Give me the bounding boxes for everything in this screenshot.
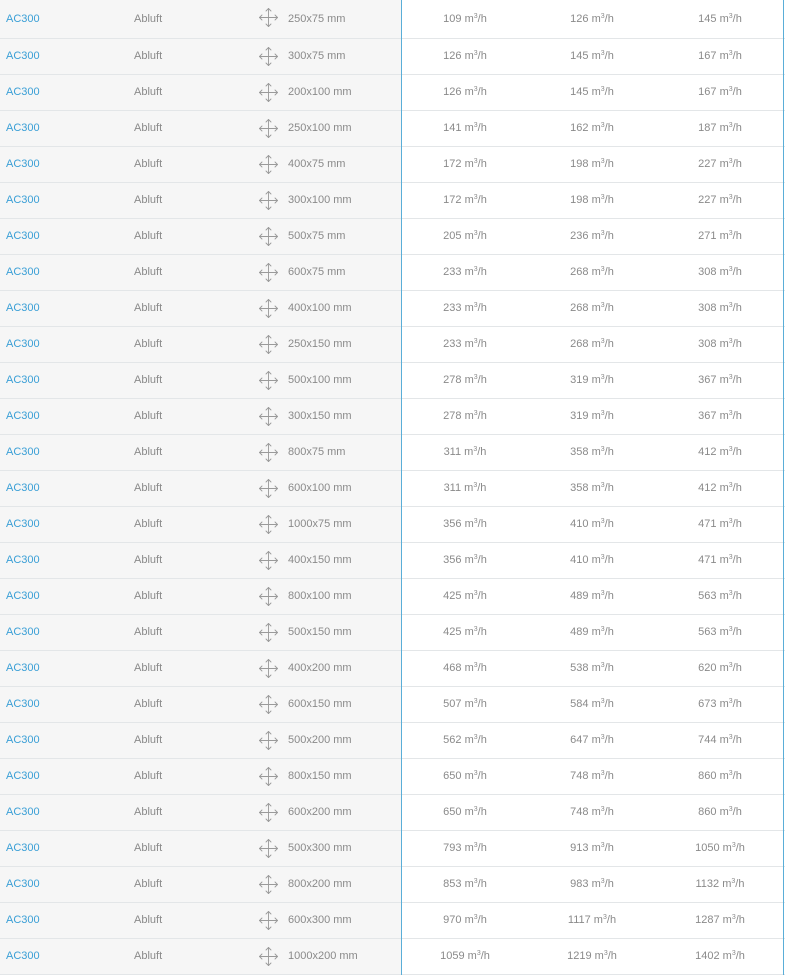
dimension-label: 600x300 mm <box>288 914 352 926</box>
type-label: Abluft <box>134 338 163 350</box>
flow-value-3: 367 $m^3/h$ <box>698 374 742 386</box>
flow-value-2: 358 $m^3/h$ <box>570 482 614 494</box>
dimension-label: 300x150 mm <box>288 410 352 422</box>
arrows-cross-icon <box>258 118 279 139</box>
table-row <box>0 75 785 111</box>
table-row <box>0 0 785 39</box>
flow-value-1: 793 $m^3/h$ <box>443 842 487 854</box>
flow-value-3: 1132 $m^3/h$ <box>695 878 745 890</box>
flow-value-3: 563 $m^3/h$ <box>698 590 742 602</box>
flow-value-3: 412 $m^3/h$ <box>698 482 742 494</box>
table-row <box>0 435 785 471</box>
table-row <box>0 615 785 651</box>
model-link[interactable]: AC300 <box>6 950 40 962</box>
dimension-label: 500x200 mm <box>288 734 352 746</box>
flow-value-2: 268 $m^3/h$ <box>570 266 614 278</box>
model-link[interactable]: AC300 <box>6 50 40 62</box>
arrows-cross-icon <box>258 406 279 427</box>
flow-value-3: 412 $m^3/h$ <box>698 446 742 458</box>
dimension-label: 250x150 mm <box>288 338 352 350</box>
model-link[interactable]: AC300 <box>6 914 40 926</box>
dimension-label: 1000x75 mm <box>288 518 352 530</box>
arrows-cross-icon <box>258 334 279 355</box>
dimension-label: 600x100 mm <box>288 482 352 494</box>
flow-value-3: 563 $m^3/h$ <box>698 626 742 638</box>
dimension-label: 500x75 mm <box>288 230 346 242</box>
type-label: Abluft <box>134 374 163 386</box>
type-label: Abluft <box>134 806 163 818</box>
type-label: Abluft <box>134 842 163 854</box>
flow-value-1: 562 $m^3/h$ <box>443 734 487 746</box>
table-row <box>0 795 785 831</box>
flow-value-2: 913 $m^3/h$ <box>570 842 614 854</box>
arrows-cross-icon <box>258 514 279 535</box>
dimension-label: 600x200 mm <box>288 806 352 818</box>
type-label: Abluft <box>134 482 163 494</box>
flow-value-3: 227 $m^3/h$ <box>698 158 742 170</box>
flow-value-2: 358 $m^3/h$ <box>570 446 614 458</box>
arrows-cross-icon <box>258 442 279 463</box>
flow-value-2: 1117 $m^3/h$ <box>567 914 617 926</box>
arrows-cross-icon <box>258 190 279 211</box>
table-row <box>0 687 785 723</box>
flow-value-3: 308 $m^3/h$ <box>698 338 742 350</box>
arrows-cross-icon <box>258 82 279 103</box>
dimension-label: 300x75 mm <box>288 50 346 62</box>
model-link[interactable]: AC300 <box>6 338 40 350</box>
type-label: Abluft <box>134 86 163 98</box>
flow-value-3: 271 $m^3/h$ <box>698 230 742 242</box>
flow-value-2: 748 $m^3/h$ <box>570 806 614 818</box>
table-row <box>0 543 785 579</box>
table-row <box>0 147 785 183</box>
model-link[interactable]: AC300 <box>6 13 40 25</box>
flow-value-1: 650 $m^3/h$ <box>443 770 487 782</box>
flow-value-3: 167 $m^3/h$ <box>698 50 742 62</box>
model-link[interactable]: AC300 <box>6 374 40 386</box>
flow-value-2: 236 $m^3/h$ <box>570 230 614 242</box>
model-link[interactable]: AC300 <box>6 482 40 494</box>
flow-value-3: 471 $m^3/h$ <box>698 554 742 566</box>
type-label: Abluft <box>134 50 163 62</box>
type-label: Abluft <box>134 554 163 566</box>
table-row <box>0 183 785 219</box>
flow-value-3: 744 $m^3/h$ <box>698 734 742 746</box>
flow-value-2: 489 $m^3/h$ <box>570 590 614 602</box>
dimension-label: 800x75 mm <box>288 446 346 458</box>
flow-value-2: 319 $m^3/h$ <box>570 374 614 386</box>
table-row <box>0 507 785 543</box>
flow-value-3: 367 $m^3/h$ <box>698 410 742 422</box>
flow-value-2: 489 $m^3/h$ <box>570 626 614 638</box>
flow-value-1: 356 $m^3/h$ <box>443 554 487 566</box>
flow-value-1: 311 $m^3/h$ <box>443 482 487 494</box>
flow-value-1: 1059 $m^3/h$ <box>440 950 490 962</box>
dimension-label: 1000x200 mm <box>288 950 358 962</box>
table-row <box>0 723 785 759</box>
model-link[interactable]: AC300 <box>6 410 40 422</box>
flow-value-1: 141 $m^3/h$ <box>443 122 487 134</box>
arrows-cross-icon <box>258 262 279 283</box>
flow-value-2: 410 $m^3/h$ <box>570 554 614 566</box>
flow-value-2: 1219 $m^3/h$ <box>567 950 617 962</box>
type-label: Abluft <box>134 194 163 206</box>
flow-value-1: 311 $m^3/h$ <box>443 446 487 458</box>
flow-value-3: 860 $m^3/h$ <box>698 770 742 782</box>
dimension-label: 400x150 mm <box>288 554 352 566</box>
flow-value-3: 145 $m^3/h$ <box>698 13 742 25</box>
model-link[interactable]: AC300 <box>6 86 40 98</box>
flow-value-3: 308 $m^3/h$ <box>698 302 742 314</box>
dimension-label: 400x100 mm <box>288 302 352 314</box>
type-label: Abluft <box>134 878 163 890</box>
type-label: Abluft <box>134 914 163 926</box>
flow-value-1: 507 $m^3/h$ <box>443 698 487 710</box>
model-link[interactable]: AC300 <box>6 230 40 242</box>
flow-value-1: 109 $m^3/h$ <box>443 13 487 25</box>
model-link[interactable]: AC300 <box>6 878 40 890</box>
type-label: Abluft <box>134 410 163 422</box>
table-row <box>0 579 785 615</box>
arrows-cross-icon <box>258 154 279 175</box>
table-row <box>0 399 785 435</box>
flow-value-2: 198 $m^3/h$ <box>570 194 614 206</box>
model-link[interactable]: AC300 <box>6 518 40 530</box>
flow-value-2: 319 $m^3/h$ <box>570 410 614 422</box>
model-link[interactable]: AC300 <box>6 446 40 458</box>
table-row <box>0 327 785 363</box>
table-row <box>0 291 785 327</box>
flow-value-3: 167 $m^3/h$ <box>698 86 742 98</box>
flow-value-2: 647 $m^3/h$ <box>570 734 614 746</box>
arrows-cross-icon <box>258 874 279 895</box>
flow-value-1: 853 $m^3/h$ <box>443 878 487 890</box>
dimension-label: 800x100 mm <box>288 590 352 602</box>
arrows-cross-icon <box>258 7 279 28</box>
arrows-cross-icon <box>258 694 279 715</box>
arrows-cross-icon <box>258 622 279 643</box>
model-link[interactable]: AC300 <box>6 842 40 854</box>
flow-value-2: 268 $m^3/h$ <box>570 302 614 314</box>
table-row <box>0 39 785 75</box>
type-label: Abluft <box>134 158 163 170</box>
table-row <box>0 111 785 147</box>
flow-value-3: 1287 $m^3/h$ <box>695 914 745 926</box>
type-label: Abluft <box>134 590 163 602</box>
model-link[interactable]: AC300 <box>6 662 40 674</box>
model-link[interactable]: AC300 <box>6 554 40 566</box>
model-link[interactable]: AC300 <box>6 158 40 170</box>
flow-value-3: 673 $m^3/h$ <box>698 698 742 710</box>
flow-value-3: 471 $m^3/h$ <box>698 518 742 530</box>
flow-value-2: 126 $m^3/h$ <box>570 13 614 25</box>
flow-value-2: 268 $m^3/h$ <box>570 338 614 350</box>
dimension-label: 600x75 mm <box>288 266 346 278</box>
arrows-cross-icon <box>258 802 279 823</box>
dimension-label: 600x150 mm <box>288 698 352 710</box>
dimension-label: 800x150 mm <box>288 770 352 782</box>
flow-value-3: 227 $m^3/h$ <box>698 194 742 206</box>
table-row <box>0 759 785 795</box>
type-label: Abluft <box>134 266 163 278</box>
flow-value-2: 145 $m^3/h$ <box>570 86 614 98</box>
flow-value-1: 970 $m^3/h$ <box>443 914 487 926</box>
flow-value-1: 126 $m^3/h$ <box>443 86 487 98</box>
flow-value-1: 205 $m^3/h$ <box>443 230 487 242</box>
model-link[interactable]: AC300 <box>6 194 40 206</box>
column-divider <box>401 0 402 975</box>
flow-value-1: 425 $m^3/h$ <box>443 590 487 602</box>
model-link[interactable]: AC300 <box>6 806 40 818</box>
type-label: Abluft <box>134 446 163 458</box>
flow-value-1: 356 $m^3/h$ <box>443 518 487 530</box>
type-label: Abluft <box>134 950 163 962</box>
type-label: Abluft <box>134 13 163 25</box>
model-link[interactable]: AC300 <box>6 770 40 782</box>
type-label: Abluft <box>134 302 163 314</box>
type-label: Abluft <box>134 122 163 134</box>
dimension-label: 250x75 mm <box>288 13 346 25</box>
model-link[interactable]: AC300 <box>6 626 40 638</box>
table-row <box>0 831 785 867</box>
type-label: Abluft <box>134 518 163 530</box>
arrows-cross-icon <box>258 478 279 499</box>
model-link[interactable]: AC300 <box>6 734 40 746</box>
arrows-cross-icon <box>258 838 279 859</box>
arrows-cross-icon <box>258 586 279 607</box>
flow-value-1: 278 $m^3/h$ <box>443 410 487 422</box>
dimension-label: 800x200 mm <box>288 878 352 890</box>
model-link[interactable]: AC300 <box>6 590 40 602</box>
flow-value-1: 468 $m^3/h$ <box>443 662 487 674</box>
flow-value-1: 172 $m^3/h$ <box>443 194 487 206</box>
table-row <box>0 255 785 291</box>
flow-value-2: 983 $m^3/h$ <box>570 878 614 890</box>
table-row <box>0 867 785 903</box>
flow-value-2: 748 $m^3/h$ <box>570 770 614 782</box>
arrows-cross-icon <box>258 370 279 391</box>
flow-value-1: 233 $m^3/h$ <box>443 302 487 314</box>
arrows-cross-icon <box>258 766 279 787</box>
type-label: Abluft <box>134 734 163 746</box>
dimension-label: 400x75 mm <box>288 158 346 170</box>
flow-value-1: 233 $m^3/h$ <box>443 266 487 278</box>
arrows-cross-icon <box>258 946 279 967</box>
model-link[interactable]: AC300 <box>6 266 40 278</box>
dimension-label: 300x100 mm <box>288 194 352 206</box>
dimension-label: 500x300 mm <box>288 842 352 854</box>
dimension-label: 250x100 mm <box>288 122 352 134</box>
dimension-label: 500x150 mm <box>288 626 352 638</box>
flow-value-2: 198 $m^3/h$ <box>570 158 614 170</box>
arrows-cross-icon <box>258 46 279 67</box>
flow-value-1: 172 $m^3/h$ <box>443 158 487 170</box>
flow-value-2: 162 $m^3/h$ <box>570 122 614 134</box>
arrows-cross-icon <box>258 910 279 931</box>
flow-value-2: 145 $m^3/h$ <box>570 50 614 62</box>
flow-value-3: 620 $m^3/h$ <box>698 662 742 674</box>
table-row <box>0 219 785 255</box>
flow-value-3: 1050 $m^3/h$ <box>695 842 745 854</box>
flow-value-1: 650 $m^3/h$ <box>443 806 487 818</box>
flow-value-2: 584 $m^3/h$ <box>570 698 614 710</box>
flow-value-3: 187 $m^3/h$ <box>698 122 742 134</box>
arrows-cross-icon <box>258 298 279 319</box>
flow-value-1: 126 $m^3/h$ <box>443 50 487 62</box>
flow-value-3: 1402 $m^3/h$ <box>695 950 745 962</box>
table-row <box>0 363 785 399</box>
type-label: Abluft <box>134 698 163 710</box>
table-row <box>0 939 785 975</box>
table-row <box>0 471 785 507</box>
model-link[interactable]: AC300 <box>6 302 40 314</box>
table-row <box>0 651 785 687</box>
flow-value-3: 860 $m^3/h$ <box>698 806 742 818</box>
flow-value-1: 278 $m^3/h$ <box>443 374 487 386</box>
arrows-cross-icon <box>258 226 279 247</box>
type-label: Abluft <box>134 770 163 782</box>
flow-value-1: 425 $m^3/h$ <box>443 626 487 638</box>
arrows-cross-icon <box>258 658 279 679</box>
type-label: Abluft <box>134 626 163 638</box>
flow-value-3: 308 $m^3/h$ <box>698 266 742 278</box>
type-label: Abluft <box>134 662 163 674</box>
arrows-cross-icon <box>258 550 279 571</box>
dimension-label: 400x200 mm <box>288 662 352 674</box>
table-right-border <box>783 0 784 975</box>
model-link[interactable]: AC300 <box>6 122 40 134</box>
arrows-cross-icon <box>258 730 279 751</box>
type-label: Abluft <box>134 230 163 242</box>
flow-value-1: 233 $m^3/h$ <box>443 338 487 350</box>
table-row <box>0 903 785 939</box>
dimension-label: 500x100 mm <box>288 374 352 386</box>
flow-value-2: 410 $m^3/h$ <box>570 518 614 530</box>
model-link[interactable]: AC300 <box>6 698 40 710</box>
flow-value-2: 538 $m^3/h$ <box>570 662 614 674</box>
dimension-label: 200x100 mm <box>288 86 352 98</box>
